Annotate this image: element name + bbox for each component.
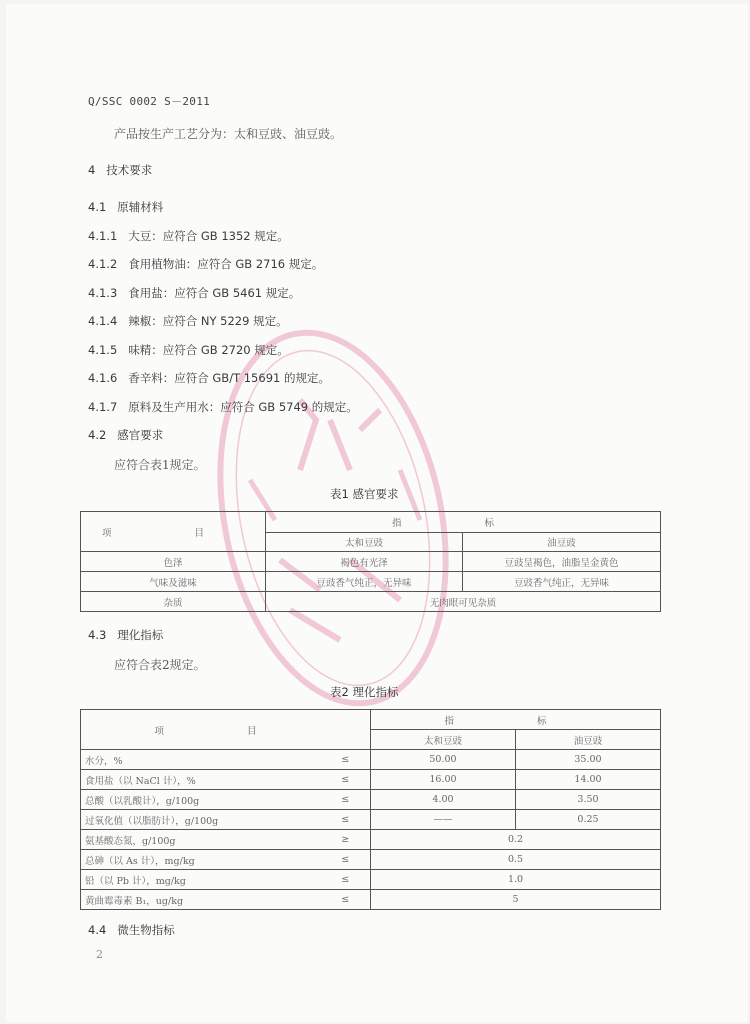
row-operator: ≤ xyxy=(321,870,371,890)
col-header-b: 油豆豉 xyxy=(516,730,661,750)
item-text: 辣椒：应符合 NY 5229 规定。 xyxy=(128,314,288,328)
row-operator: ≤ xyxy=(321,850,371,870)
row-item: 水分，% xyxy=(81,750,321,770)
item-text: 食用盐：应符合 GB 5461 规定。 xyxy=(128,286,301,300)
row-item: 氨基酸态氮，g/100g xyxy=(81,830,321,850)
row-item: 过氧化值（以脂肪计），g/100g xyxy=(81,810,321,830)
value-a: 16.00 xyxy=(371,770,516,790)
value-b: 35.00 xyxy=(516,750,661,770)
item-text: 原料及生产用水：应符合 GB 5749 的规定。 xyxy=(128,400,358,414)
value-a: 褐色有光泽 xyxy=(266,552,463,572)
section-number: 4 xyxy=(88,163,96,177)
value-a: 4.00 xyxy=(371,790,516,810)
section-title: 感官要求 xyxy=(117,428,164,442)
item-text: 食用植物油：应符合 GB 2716 规定。 xyxy=(128,257,324,271)
material-item xyxy=(88,285,300,301)
value-b: 3.50 xyxy=(516,790,661,810)
col-header-a: 太和豆豉 xyxy=(266,533,463,552)
header-item-cell xyxy=(81,512,266,552)
section-4-1-heading xyxy=(88,199,163,215)
item-number: 4.1.3 xyxy=(88,286,118,300)
section-title: 微生物指标 xyxy=(117,923,175,937)
item-number: 4.1.5 xyxy=(88,343,118,357)
merged-value: 0.2 xyxy=(371,830,661,850)
table-row xyxy=(81,890,661,910)
header-index-cell xyxy=(266,512,661,533)
row-item: 食用盐（以 NaCl 计），% xyxy=(81,770,321,790)
col-header-b: 油豆豉 xyxy=(463,533,661,552)
value-b: 豆豉香气纯正，无异味 xyxy=(463,572,661,592)
value-a: 50.00 xyxy=(371,750,516,770)
sensory-requirements-table xyxy=(80,511,661,612)
table-row xyxy=(81,572,661,592)
section-4-4-heading xyxy=(88,922,175,938)
material-item xyxy=(88,256,323,272)
section-number: 4.1 xyxy=(88,200,107,214)
value-b: 0.25 xyxy=(516,810,661,830)
material-item xyxy=(88,370,330,386)
row-item: 总砷（以 As 计），mg/kg xyxy=(81,850,321,870)
value-a: 豆豉香气纯正，无异味 xyxy=(266,572,463,592)
header-item-label: 项 目 xyxy=(154,725,297,737)
merged-value: 无肉眼可见杂质 xyxy=(266,592,661,612)
section-4-3-note: 应符合表2规定。 xyxy=(114,658,206,672)
header-item-cell xyxy=(81,710,371,750)
section-number: 4.4 xyxy=(88,923,107,937)
item-number: 4.1.2 xyxy=(88,257,118,271)
row-operator: ≤ xyxy=(321,790,371,810)
table-row xyxy=(81,592,661,612)
section-title: 理化指标 xyxy=(117,628,164,642)
col-header-a: 太和豆豉 xyxy=(371,730,516,750)
table-row xyxy=(81,790,661,810)
section-4-3-heading xyxy=(88,627,163,643)
row-operator: ≥ xyxy=(321,830,371,850)
item-text: 香辛料：应符合 GB/T 15691 的规定。 xyxy=(128,371,330,385)
table-row xyxy=(81,850,661,870)
item-number: 4.1.6 xyxy=(88,371,118,385)
section-4-2-note: 应符合表1规定。 xyxy=(114,458,206,472)
item-number: 4.1.1 xyxy=(88,229,118,243)
merged-value: 5 xyxy=(371,890,661,910)
table-row xyxy=(81,810,661,830)
intro-paragraph: 产品按生产工艺分为：太和豆豉、油豆豉。 xyxy=(114,127,343,141)
item-text: 大豆：应符合 GB 1352 规定。 xyxy=(128,229,289,243)
merged-value: 1.0 xyxy=(371,870,661,890)
row-item: 总酸（以乳酸计），g/100g xyxy=(81,790,321,810)
row-item: 气味及滋味 xyxy=(81,572,266,592)
row-item: 杂质 xyxy=(81,592,266,612)
table-row xyxy=(81,830,661,850)
item-number: 4.1.4 xyxy=(88,314,118,328)
material-item xyxy=(88,228,289,244)
section-4-2-heading xyxy=(88,427,163,443)
item-number: 4.1.7 xyxy=(88,400,118,414)
row-operator: ≤ xyxy=(321,750,371,770)
row-operator: ≤ xyxy=(321,810,371,830)
value-b: 14.00 xyxy=(516,770,661,790)
standard-code: Q/SSC 0002 S－2011 xyxy=(88,95,211,108)
table-1-caption: 表1 感官要求 xyxy=(330,487,399,501)
section-number: 4.3 xyxy=(88,628,107,642)
header-index-cell xyxy=(371,710,661,730)
table-row xyxy=(81,552,661,572)
section-number: 4.2 xyxy=(88,428,107,442)
table-row xyxy=(81,770,661,790)
section-title: 技术要求 xyxy=(106,163,153,177)
row-operator: ≤ xyxy=(321,770,371,790)
header-index-label: 指 标 xyxy=(391,518,535,529)
material-item xyxy=(88,399,358,415)
value-b: 豆豉呈褐色，油脂呈金黄色 xyxy=(463,552,661,572)
row-item: 铅（以 Pb 计），mg/kg xyxy=(81,870,321,890)
physicochemical-table xyxy=(80,709,661,910)
table-row xyxy=(81,870,661,890)
item-text: 味精：应符合 GB 2720 规定。 xyxy=(128,343,289,357)
material-item xyxy=(88,342,289,358)
material-item xyxy=(88,313,288,329)
section-4-heading xyxy=(88,162,152,178)
row-item: 黄曲霉毒素 B₁，ug/kg xyxy=(81,890,321,910)
section-title: 原辅材料 xyxy=(117,200,164,214)
merged-value: 0.5 xyxy=(371,850,661,870)
table-row xyxy=(81,750,661,770)
row-operator: ≤ xyxy=(321,890,371,910)
row-item: 色泽 xyxy=(81,552,266,572)
value-a: —— xyxy=(371,810,516,830)
table-2-caption: 表2 理化指标 xyxy=(330,685,399,699)
header-index-label: 指 标 xyxy=(444,715,587,727)
page-number: 2 xyxy=(96,948,103,961)
header-item-label: 项 目 xyxy=(101,527,245,539)
